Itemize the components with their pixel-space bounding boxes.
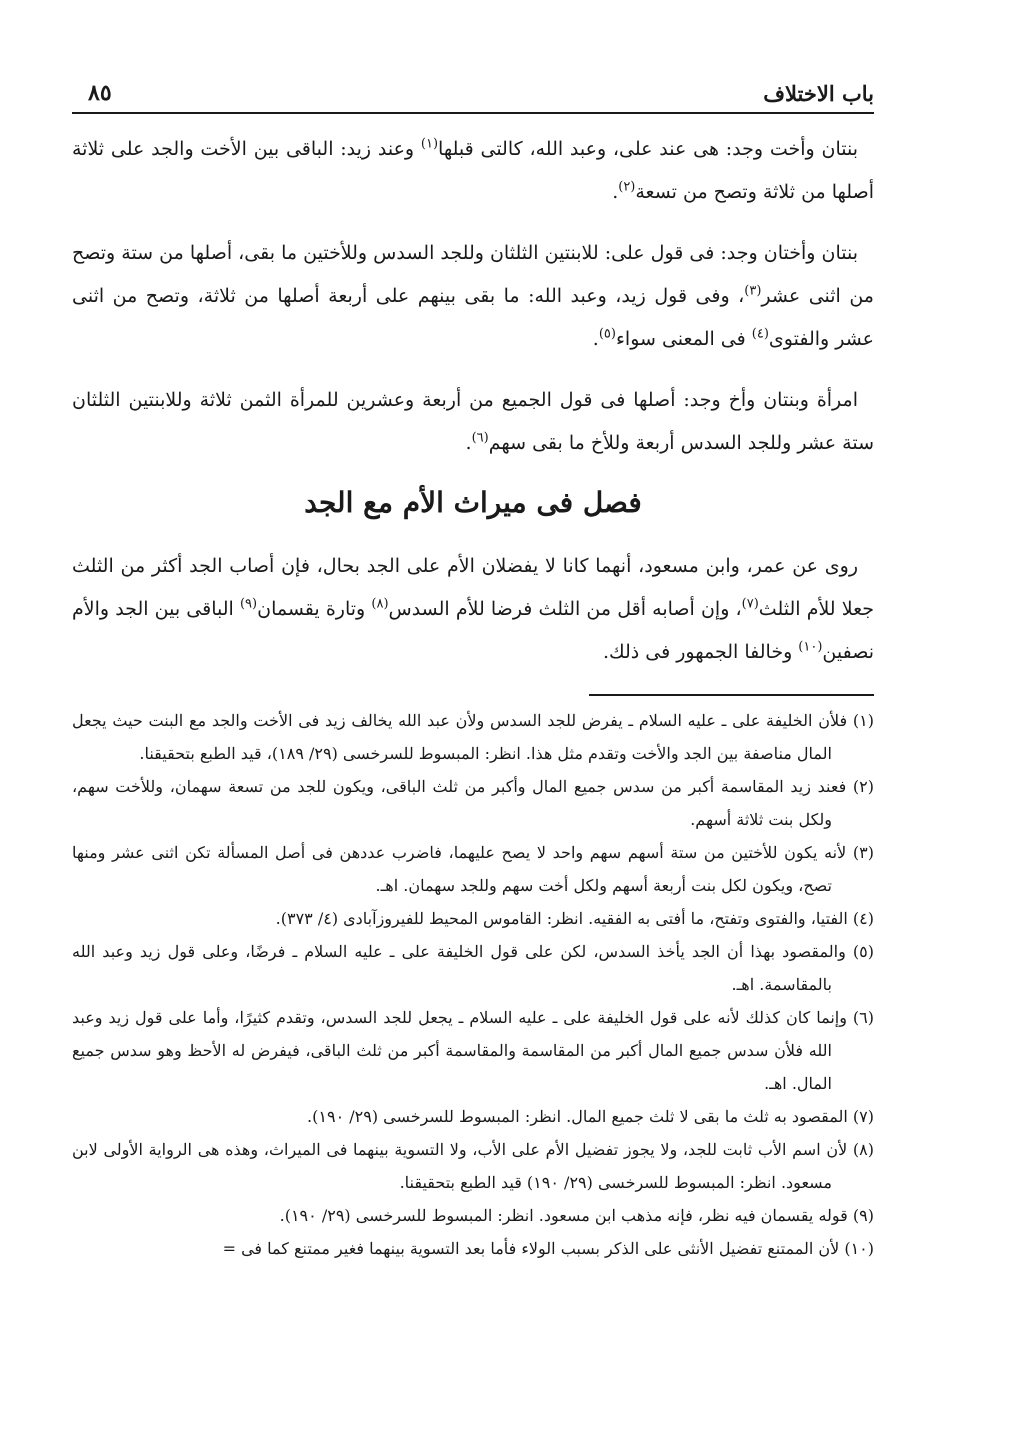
paragraph-1 [72, 128, 874, 214]
paragraph-text: بنتان وأختان وجد: فى قول على: للابنتين الثلثان وللجد السدس وللأختين ما بقى، أصلها من ستة وتصح من اثنى عشر [72, 242, 874, 307]
paragraph-text: فى المعنى سواء [615, 328, 752, 350]
paragraph-text: ، وإن أصابه أقل من الثلث فرضا للأم السدس [388, 598, 742, 620]
paragraph-text: . [592, 328, 599, 350]
footnote-ref-6[interactable]: (٦) [471, 430, 489, 446]
footnote-6: (٦) وإنما كان كذلك لأنه على قول الخليفة على ـ عليه السلام ـ يجعل للجد السدس، وتقدم كثيرًا، وأما على قول زيد وعبد الله فلأن سدس جميع المال أكبر من المقاسمة والمقاسمة أكبر من ثلث الباقى، فيفرض له الأحظ وهو سدس جميع المال. اهـ. [72, 1008, 874, 1093]
footnotes [72, 704, 874, 1265]
footnote-7: (٧) المقصود به ثلث ما بقى لا ثلث جميع المال. انظر: المبسوط للسرخسى (٢٩/ ١٩٠). [307, 1107, 874, 1126]
footnote-ref-7[interactable]: (٧) [741, 596, 759, 612]
page-number: ٨٥ [88, 80, 112, 106]
footnote-ref-2[interactable]: (٢) [618, 179, 636, 195]
paragraph-text: وتارة يقسمان [257, 598, 372, 620]
footnote-8: (٨) لأن اسم الأب ثابت للجد، ولا يجوز تفضيل الأم على الأب، ولا التسوية بينهما فى الميراث، وهذه هى الرواية الأولى لابن مسعود. انظر: المبسوط للسرخسى (٢٩/ ١٩٠) قيد الطبع بتحقيقنا. [72, 1140, 875, 1192]
paragraph-text: بنتان وأخت وجد: هى عند على، وعبد الله، كالتى قبلها [438, 138, 858, 160]
paragraph-3 [72, 379, 874, 465]
footnote-ref-4[interactable]: (٤) [751, 326, 769, 342]
main-text [72, 128, 874, 674]
footnote-1: (١) فلأن الخليفة على ـ عليه السلام ـ يفرض للجد السدس ولأن عبد الله يخالف زيد فى الأخت والجد مع البنت حيث يجعل المال مناصفة بين الجد والأخت وتقدم مثل هذا. انظر: المبسوط للسرخسى (٢٩/ ١٨٩)، قيد الطبع بتحقيقنا. [72, 711, 874, 763]
footnote-separator [589, 694, 874, 696]
paragraph-text: . [612, 181, 619, 203]
running-head: باب الاختلاف [763, 81, 874, 106]
paragraph-text: وعند زيد: الباقى بين الأخت والجد على ثلاثة أصلها من ثلاثة وتصح من تسعة [72, 138, 874, 203]
section-title: فصل فى ميراث الأم مع الجد [304, 486, 642, 519]
paragraph-text: الباقى بين الجد والأم نصفين [72, 598, 874, 663]
paragraph-text: . [465, 432, 472, 454]
footnote-10: (١٠) لأن الممتنع تفضيل الأنثى على الذكر بسبب الولاء فأما بعد التسوية بينهما فغير ممتنع كما فى = [222, 1239, 874, 1258]
footnote-ref-9[interactable]: (٩) [239, 596, 258, 612]
footnote-ref-8[interactable]: (٨) [371, 596, 389, 612]
paragraph-text: روى عن عمر، وابن مسعود، أنهما كانا لا يفضلان الأم على الجد بحال، فإن أصاب الجد أكثر من الثلث جعلا للأم الثلث [72, 555, 874, 620]
footnote-3: (٣) لأنه يكون للأختين من ستة أسهم سهم واحد لا يصح عليهما، فاضرب عددهن فى أصل المسألة تكن اثنى عشر ومنها تصح، ويكون لكل بنت أربعة أسهم ولكل أخت سهم وللجد سهمان. اهـ. [72, 843, 875, 895]
page-header [72, 72, 874, 114]
footnote-2: (٢) فعند زيد المقاسمة أكبر من سدس جميع المال وأكبر من ثلث الباقى، ويكون للجد من تسعة سهمان، وللأخت سهم، ولكل بنت ثلاثة أسهم. [72, 777, 874, 829]
footnote-9: (٩) قوله يقسمان فيه نظر، فإنه مذهب ابن مسعود. انظر: المبسوط للسرخسى (٢٩/ ١٩٠). [279, 1206, 874, 1225]
footnote-ref-3[interactable]: (٣) [744, 283, 762, 299]
footnote-ref-5[interactable]: (٥) [598, 326, 616, 342]
section-paragraph [72, 545, 874, 674]
paragraph-2 [72, 232, 874, 361]
footnote-ref-10[interactable]: (١٠) [798, 639, 823, 655]
paragraph-text: وخالفا الجمهور فى ذلك. [602, 641, 799, 663]
footnote-5: (٥) والمقصود بهذا أن الجد يأخذ السدس، لكن على قول الخليفة على ـ عليه السلام ـ فرضًا، وعلى قول زيد وعبد الله بالمقاسمة. اهـ. [72, 942, 874, 994]
paragraph-text: ، وفى قول زيد، وعبد الله: ما بقى بينهم على أربعة أصلها من ثلاثة، وتصح من اثنى عشر والفتوى [72, 285, 874, 350]
footnote-ref-1[interactable]: (١) [420, 136, 439, 152]
paragraph-text: امرأة وبنتان وأخ وجد: أصلها فى قول الجميع من أربعة وعشرين للمرأة الثمن ثلاثة وللابنتين الثلثان ستة عشر وللجد السدس أربعة وللأخ ما بقى سهم [72, 389, 874, 454]
footnote-4: (٤) الفتيا، والفتوى وتفتح، ما أفتى به الفقيه. انظر: القاموس المحيط للفيروزآبادى (٤/ ٣٧٣). [275, 909, 874, 928]
